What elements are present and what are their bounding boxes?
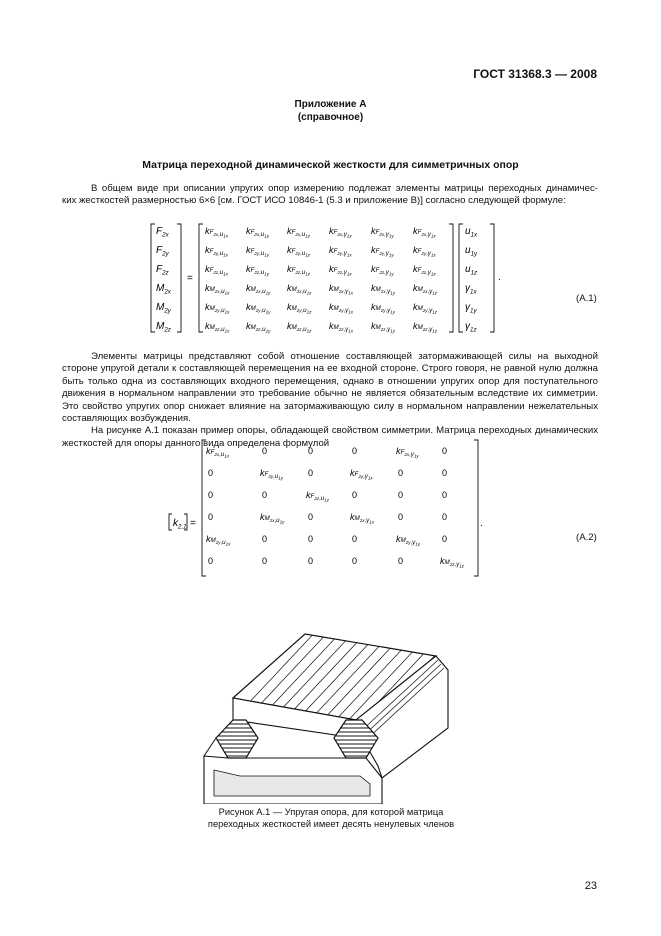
- matrix-a2-element: 0: [442, 534, 448, 544]
- paragraph-1-line-1: В общем виде при описании упругих опор измерению подлежат элементы матрицы переходных динамичес-: [91, 183, 598, 194]
- matrix-a2-element: $kF_{2x},\gamma_{1y}$: [396, 446, 419, 459]
- matrix-a1-element: $kM_{2y},u_{1z}$: [287, 302, 312, 315]
- matrix-a2-element: 0: [208, 468, 214, 478]
- lhs-stiffness-matrix: $k_{2,1}$: [173, 518, 187, 531]
- matrix-a2-element: 0: [398, 490, 404, 500]
- matrix-a1-element: $kF_{2z},\gamma_{1y}$: [371, 264, 394, 277]
- matrix-a2-element: 0: [308, 556, 314, 566]
- lhs-bracket-left: [169, 514, 172, 530]
- matrix-a2-element: $kF_{2x},u_{1x}$: [206, 446, 229, 459]
- matrix-a1-element: $kM_{2y},\gamma_{1y}$: [371, 302, 395, 315]
- matrix-a1-element: $kF_{2x},\gamma_{1z}$: [413, 226, 436, 239]
- base-edge-left: [204, 738, 216, 756]
- matrix-a1-element: $kF_{2y},u_{1x}$: [205, 245, 228, 258]
- equation-a1-label: (А.1): [576, 293, 597, 304]
- matrix-a1-element: $kF_{2z},u_{1y}$: [246, 264, 269, 277]
- appendix-subtitle: (справочное): [297, 112, 364, 123]
- figure-a1-drawing: [200, 620, 460, 804]
- matrix-a2-element: 0: [398, 468, 404, 478]
- rhs-bracket-right: [490, 224, 494, 332]
- matrix-bracket-left: [199, 224, 203, 332]
- matrix-a2-element: $kM_{2x},u_{1y}$: [260, 512, 285, 525]
- matrix-bracket-left: [202, 440, 206, 576]
- matrix-a1-element: $kM_{2y},u_{1y}$: [246, 302, 271, 315]
- matrix-a2-element: 0: [208, 556, 214, 566]
- equals-sign: =: [190, 518, 196, 529]
- rhs-vector-entry: $\gamma_{1y}$: [465, 302, 477, 315]
- lhs-bracket-left: [151, 224, 155, 332]
- document-header: ГОСТ 31368.3 — 2008: [473, 67, 597, 81]
- matrix-a1-element: $kM_{2x},u_{1z}$: [287, 283, 312, 296]
- matrix-a1-element: $kF_{2x},\gamma_{1x}$: [329, 226, 352, 239]
- matrix-a2-element: $kM_{2z},\gamma_{1z}$: [440, 556, 464, 569]
- matrix-a2-element: 0: [442, 512, 448, 522]
- equation-a2-label: (А.2): [576, 532, 597, 543]
- matrix-a2-element: 0: [352, 446, 358, 456]
- matrix-a1-element: $kF_{2y},\gamma_{1x}$: [329, 245, 352, 258]
- equation-period: .: [480, 518, 483, 529]
- lhs-vector-entry: $F_{2y}$: [156, 245, 169, 258]
- matrix-a1-element: $kM_{2y},\gamma_{1z}$: [413, 302, 437, 315]
- matrix-a1-element: $kM_{2x},u_{1x}$: [205, 283, 230, 296]
- paragraph-1-line-2: ких жесткостей размерностью 6×6 [см. ГОСТ ИСО 10846-1 (5.3 и приложение В)] согласно следующей формуле:: [62, 195, 566, 207]
- matrix-a1-element: $kM_{2z},u_{1z}$: [287, 321, 312, 334]
- matrix-a1-element: $kM_{2x},\gamma_{1x}$: [329, 283, 353, 296]
- matrix-a1-element: $kM_{2z},\gamma_{1y}$: [371, 321, 395, 334]
- matrix-a1-element: $kF_{2z},u_{1x}$: [205, 264, 228, 277]
- matrix-a2-element: 0: [308, 534, 314, 544]
- matrix-a2-element: 0: [352, 534, 358, 544]
- matrix-a1-element: $kF_{2z},u_{1z}$: [287, 264, 310, 277]
- matrix-a2-element: 0: [308, 446, 314, 456]
- matrix-a2-element: 0: [442, 490, 448, 500]
- matrix-a2-element: 0: [352, 556, 358, 566]
- matrix-a2-element: 0: [352, 490, 358, 500]
- paragraph-2-part-2: На рисунке А.1 показан пример опоры, обладающей свойством симметрии. Матрица переходных динамических жесткостей для опоры данного вида определена формулой: [62, 425, 598, 449]
- page-number: 23: [584, 880, 597, 892]
- matrix-a2-element: 0: [442, 468, 448, 478]
- matrix-a1-element: $kM_{2z},\gamma_{1x}$: [329, 321, 353, 334]
- matrix-a1-element: $kF_{2x},u_{1y}$: [246, 226, 269, 239]
- matrix-a2-element: $kM_{2y},\gamma_{1y}$: [396, 534, 420, 547]
- paragraph-2-part-1: Элементы матрицы представляют собой отношение составляющей затормаживающей силы на выходной стороне упругой детали к составляющей перемещения на ее входной стороне. Строго говоря, не равной нулю должна быть только одна из составляющих входного перемещения, однако в отношении упругих опор для поступательного движения в нормальном направлении это требование обычно не является обязательным вследствие их симметрии. Это свойство упругих опор снижает влияние на затормаживающую силу в нормальном направлении нежелательных составляющих возбуждения.: [62, 351, 598, 425]
- equation-a2: [160, 436, 500, 580]
- matrix-a2-element: $kM_{2x},\gamma_{1x}$: [350, 512, 374, 525]
- matrix-a1-element: $kM_{2x},\gamma_{1y}$: [371, 283, 395, 296]
- rhs-vector-entry: $u_{1x}$: [465, 226, 478, 239]
- lhs-vector-entry: $M_{2z}$: [156, 321, 171, 334]
- rhs-vector-entry: $\gamma_{1z}$: [465, 321, 477, 334]
- matrix-a1-element: $kF_{2z},\gamma_{1x}$: [329, 264, 352, 277]
- rhs-vector-entry: $u_{1z}$: [465, 264, 478, 277]
- matrix-a1-element: $kF_{2x},u_{1x}$: [205, 226, 228, 239]
- matrix-a1-element: $kM_{2x},\gamma_{1z}$: [413, 283, 437, 296]
- matrix-a1-element: $kM_{2y},u_{1x}$: [205, 302, 230, 315]
- matrix-a2-element: 0: [398, 512, 404, 522]
- lhs-vector-entry: $F_{2x}$: [156, 226, 169, 239]
- matrix-a2-element: 0: [262, 556, 268, 566]
- equation-a1: [145, 218, 515, 338]
- matrix-a1-element: $kF_{2z},\gamma_{1z}$: [413, 264, 436, 277]
- matrix-a2-element: 0: [442, 446, 448, 456]
- matrix-a2-element: $kF_{2y},u_{1y}$: [260, 468, 283, 481]
- lhs-vector-entry: $M_{2x}$: [156, 283, 171, 296]
- matrix-a2-element: 0: [398, 556, 404, 566]
- rhs-bracket-left: [459, 224, 463, 332]
- matrix-a1-element: $kF_{2x},\gamma_{1y}$: [371, 226, 394, 239]
- matrix-a1-element: $kM_{2z},u_{1y}$: [246, 321, 271, 334]
- matrix-bracket-right: [449, 224, 453, 332]
- figure-caption: Рисунок А.1 — Упругая опора, для которой матрица переходных жесткостей имеет десять ненулевых членов: [207, 807, 455, 829]
- matrix-a1-element: $kM_{2z},u_{1x}$: [205, 321, 230, 334]
- matrix-a2-element: 0: [308, 468, 314, 478]
- equation-period: .: [498, 272, 501, 283]
- matrix-a1-element: $kF_{2y},u_{1z}$: [287, 245, 310, 258]
- equals-sign: =: [187, 273, 193, 284]
- matrix-a2-element: 0: [308, 512, 314, 522]
- matrix-a2-element: $kF_{2z},u_{1z}$: [306, 490, 329, 503]
- matrix-a1-element: $kM_{2z},\gamma_{1z}$: [413, 321, 437, 334]
- matrix-a1-element: $kF_{2y},u_{1y}$: [246, 245, 269, 258]
- appendix-title: Приложение А: [294, 99, 367, 110]
- matrix-a2-element: 0: [262, 534, 268, 544]
- paragraph-1: [62, 183, 598, 208]
- matrix-a1-element: $kF_{2y},\gamma_{1y}$: [371, 245, 394, 258]
- rhs-vector-entry: $\gamma_{1x}$: [465, 283, 477, 296]
- rhs-vector-entry: $u_{1y}$: [465, 245, 478, 258]
- section-title: Матрица переходной динамической жесткости для симметричных опор: [142, 159, 519, 171]
- matrix-bracket-right: [474, 440, 478, 576]
- matrix-a1-element: $kF_{2y},\gamma_{1z}$: [413, 245, 436, 258]
- lhs-bracket-right: [177, 224, 181, 332]
- lhs-vector-entry: $F_{2z}$: [156, 264, 169, 277]
- matrix-a2-element: $kF_{2y},\gamma_{1x}$: [350, 468, 373, 481]
- matrix-a1-element: $kF_{2x},u_{1z}$: [287, 226, 310, 239]
- matrix-a1-element: $kM_{2y},\gamma_{1x}$: [329, 302, 353, 315]
- matrix-a2-element: 0: [208, 512, 214, 522]
- matrix-a2-element: 0: [208, 490, 214, 500]
- appendix-heading: [0, 98, 661, 124]
- matrix-a2-element: $kM_{2y},u_{1x}$: [206, 534, 231, 547]
- matrix-a1-element: $kM_{2x},u_{1y}$: [246, 283, 271, 296]
- lhs-vector-entry: $M_{2y}$: [156, 302, 171, 315]
- matrix-a2-element: 0: [262, 490, 268, 500]
- matrix-a2-element: 0: [262, 446, 268, 456]
